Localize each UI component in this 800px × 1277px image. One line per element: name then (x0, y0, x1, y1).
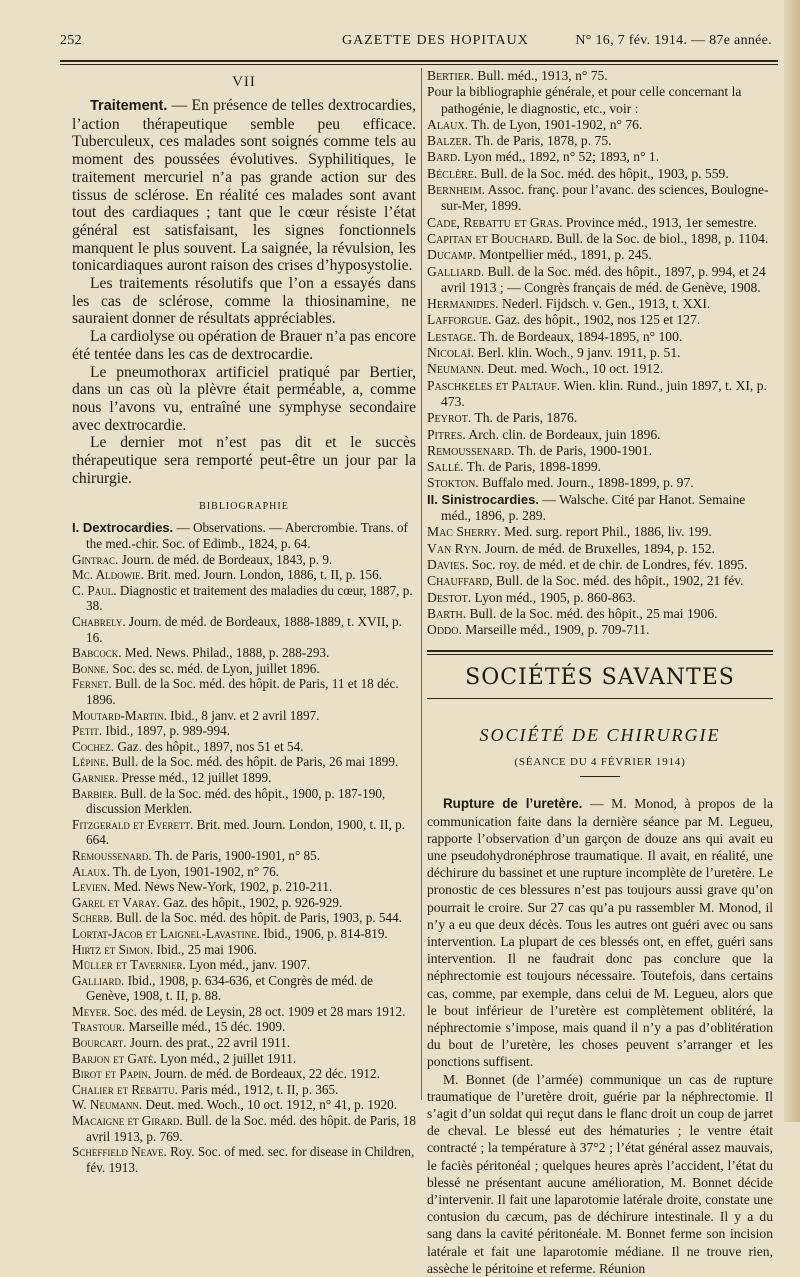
reference-text: Med. surg. report Phil., 1886, liv. 199. (500, 524, 712, 540)
reference-entry (72, 817, 416, 848)
reference-entry (427, 378, 773, 411)
reference-author: C. Paul. (72, 582, 117, 598)
reference-entry (427, 84, 773, 117)
reference-text: Th. de Paris, 1898-1899. (463, 459, 602, 475)
reference-entry (427, 361, 773, 377)
reference-entry (427, 541, 773, 557)
reference-author: Hermanides. (427, 296, 499, 312)
reference-entry (72, 1144, 416, 1175)
paragraph (427, 1071, 773, 1277)
reference-entry (427, 149, 773, 165)
reference-entry (72, 520, 416, 551)
paragraph (72, 434, 416, 487)
reference-text: Berl. klin. Woch., 9 janv. 1911, p. 51. (474, 345, 681, 361)
reference-text: Lyon méd., 1892, n° 52; 1893, n° 1. (460, 149, 660, 165)
reference-entry (427, 247, 773, 263)
reference-author: Bard. (427, 149, 461, 165)
reference-entry (427, 296, 773, 312)
reference-author: Müller et Tavernier. (72, 957, 186, 973)
reference-text: — Observations. — Abercrombie. Trans. of the med.-chir. Soc. of Edimb., 1824, p. 64. (86, 520, 408, 552)
header-rule-thick (60, 60, 778, 62)
reference-text: Lyon méd., 2 juillet 1911. (156, 1050, 297, 1066)
reference-entry (427, 166, 773, 182)
reference-author: Chabrely. (72, 614, 126, 630)
reference-text: Med. News. Philad., 1888, p. 288-293. (121, 645, 330, 661)
reference-author: Trastour. (72, 1019, 126, 1035)
reference-text: Th. de Paris, 1900-1901, n° 85. (151, 847, 321, 863)
reference-author: Babcock. (72, 645, 122, 661)
paragraph-text: — M. Monod, à propos de la communication faite dans la dernière séance par M. Legueu, rapporte l’observation d’un garçon de douze ans qui avait eu une pseudohydronéphrose traumatique. Il avait, en réalité, une déchirure du bassinet et une rupture incomplète de l’uretère. Le pronostic de ces blessures n’est pas toujours aussi grave qu’on pourrait le croire. Sur 27 cas qu’a pu rassembler M. Monod, il n’y a eu que deux décès. Tous les autres ont guéri avec ou sans intervention. La plupart de ces blessés ont, en effet, guéri sans intervention. Il ne faudrait donc pas conclure que la néphrectomie est toujours nécessaire. Toutefois, dans certains cas, comme, par exemple, dans celui de M. Legueu, alors que le bout inférieur de l’uretère est complètement oblitéré, la néphrectomie s’impose, mais quand il n’y a pas d’oblitération du bout de l’uretère, les choses peuvent s’arranger et les ponctions suffisent. (427, 796, 773, 1070)
right-column (427, 68, 773, 1277)
paragraph (427, 795, 773, 1070)
reference-author: Paschkeles et Paltauf. (427, 377, 561, 393)
reference-text: Bull. de la Soc. méd. des hôpit. de Paris, 1903, p. 544. (112, 910, 403, 926)
reference-entry (427, 492, 773, 525)
reference-author: Alaux. (72, 863, 110, 879)
reference-entry (427, 231, 773, 247)
reference-author: Garel et Varay. (72, 894, 160, 910)
reference-author: Cade, Rebattu et Gras. (427, 214, 563, 230)
reference-author: Scherb. (72, 910, 113, 926)
reference-entry (427, 606, 773, 622)
reference-entry (72, 942, 416, 958)
reference-entry (72, 1082, 416, 1098)
reference-author: Galliard. (427, 263, 485, 279)
reference-text: Th. de Lyon, 1901-1902, n° 76. (468, 116, 643, 132)
reference-entry (427, 443, 773, 459)
reference-text: Th. de Paris, 1900-1901. (514, 442, 653, 458)
paragraph-text: — En présence de telles dextrocardies, l’action thérapeutique semble peu efficace. Tuberculeux, ces malades sont soignés comme tels au moment des poussées évolutives. Syphilitiques, le traitement mercuriel n’a pas grande action sur des tissus de sclérose. En réalité ces malades sont avant tout des cardiaques ; tant que le cœur résiste l’état général est satisfaisant, les signes fonctionnels manquent le plus souvent. La saignée, la révulsion, les tonicardiaques auront raison des crises d’hyposystolie. (72, 97, 416, 275)
reference-author: Béclère. (427, 165, 478, 181)
reference-entry (72, 708, 416, 724)
reference-author: Bernheim. (427, 182, 486, 198)
reference-entry (72, 1113, 416, 1144)
treatment-text (72, 97, 416, 487)
reference-text: Th. de Paris, 1878, p. 75. (471, 133, 612, 149)
paragraph (72, 328, 416, 363)
reference-entry (427, 590, 773, 606)
paragraph-text: Le pneumothorax artificiel pratiqué par Bertier, dans un cas où la plèvre était perméable, a, comme nous l’avons vu, entraîné une symphyse secondaire avec dextrocardie. (72, 363, 416, 434)
reference-author: Peyrot. (427, 410, 472, 426)
reference-text: Presse méd., 12 juillet 1899. (118, 769, 272, 785)
reference-entry (427, 133, 773, 149)
reference-text: Paris méd., 1912, t. II, p. 365. (177, 1081, 339, 1097)
paragraph (72, 97, 416, 275)
reference-text: Journ. de méd. de Bordeaux, 1843, p. 9. (118, 551, 333, 567)
bibliography-list (72, 520, 416, 1175)
section-rule-thin (427, 654, 773, 655)
reference-text: Marseille méd., 15 déc. 1909. (125, 1019, 286, 1035)
reference-text: Soc. des sc. méd. de Lyon, juillet 1896. (109, 660, 320, 676)
reference-text: — Walsche. Cité par Hanot. Semaine méd., 1896, p. 289. (441, 491, 746, 524)
reference-text: Gaz. des hôpit., 1902, p. 926-929. (159, 894, 343, 910)
reference-author: Birot et Papin. (72, 1066, 152, 1082)
reference-entry (72, 723, 416, 739)
reference-author: Oddo. (427, 622, 462, 638)
reference-entry (72, 957, 416, 973)
reference-text: Lyon méd., 1905, p. 860-863. (471, 589, 636, 605)
reference-entry (427, 182, 773, 215)
paragraph-lead: Rupture de l’uretère. (443, 796, 583, 812)
reference-group-heading: I. Dextrocardies. (72, 520, 174, 536)
reference-entry (72, 973, 416, 1004)
reference-text: Bull. de la Soc. méd. des hôpit., 1897, p. 994, et 24 avril 1913 ; — Congrès français de méd. de Genève, 1908. (441, 263, 766, 295)
reference-author: Alaux. (427, 116, 468, 132)
reference-entry (427, 459, 773, 475)
short-rule (580, 776, 620, 777)
reference-entry (72, 864, 416, 880)
reference-author: Remoussenard. (72, 847, 152, 863)
reference-entry (427, 312, 773, 328)
reference-entry (72, 1066, 416, 1082)
reference-text: Soc. roy. de méd. et de chir. de Londres, fév. 1895. (468, 556, 748, 572)
reference-entry (72, 583, 416, 614)
reference-author: Bourcart. (72, 1035, 127, 1051)
reference-text: Bull. de la Soc. méd. des hôpit., 25 mai 1906. (466, 605, 718, 621)
reference-text: Deut. med. Woch., 10 oct. 1912. (484, 361, 664, 377)
session-date: (SÉANCE DU 4 FÉVRIER 1914) (514, 756, 686, 769)
reference-entry (72, 786, 416, 817)
reference-text: Montpellier méd., 1891, p. 245. (475, 247, 652, 263)
reference-author: Capitan et Bouchard. (427, 230, 553, 246)
issue-info: N° 16, 7 fév. 1914. — 87e année. (575, 33, 772, 48)
reference-entry (72, 661, 416, 677)
reference-text: Journ. de méd. de Bordeaux, 22 déc. 1912. (151, 1066, 380, 1082)
reference-text: Bull. de la Soc. de biol., 1898, p. 1104. (552, 230, 769, 246)
paragraph-text: Les traitements résolutifs que l’on a essayés dans les cas de sclérose, comme la thiosinamine, ne sauraient donner de résultats appréciables. (72, 275, 416, 328)
reference-entry (72, 1035, 416, 1051)
reference-text: Th. de Lyon, 1901-1902, n° 76. (109, 863, 279, 879)
paragraph-text: M. Bonnet (de l’armée) communique un cas de rupture traumatique de l’uretère droit, guérie par la néphrectomie. Il s’agit d’un soldat qui reçut dans le flanc droit un coup de jarret de cheval. Le blessé eut des hématuries ; le ventre était contracté ; la température à 37°2 ; l’état général assez mauvais, le faciès péritonéal ; quelques heures après l’accident, l’état du blessé ne présentant aucune amélioration, M. Bonnet décide d’intervenir. Il fait une laparotomie latérale droite, constate une contusion du cæcum, pas de déchirure intestinale. Il y a du sang dans la cavité péritonéale. M. Bonnet ferme son incision latérale et fait une laparotomie médiane. Il ne trouve rien, assèche le péritoine et referme. Réunion (427, 1071, 773, 1276)
reference-text: Bull. méd., 1913, n° 75. (473, 68, 608, 83)
reference-author: Gintrac. (72, 551, 119, 567)
reference-entry (72, 645, 416, 661)
reference-author: Ducamp. (427, 247, 476, 263)
paragraph-lead: Traitement. (90, 98, 168, 114)
reference-author: Fernet. (72, 676, 112, 692)
reference-text: Soc. des méd. de Leysin, 28 oct. 1909 et 28 mars 1912. (110, 1003, 406, 1019)
reference-entry (72, 552, 416, 568)
reference-text: Province méd., 1913, 1er semestre. (562, 214, 757, 230)
reference-author: Hirtz et Simon. (72, 941, 154, 957)
reference-text: Journ. de méd. de Bruxelles, 1894, p. 152. (481, 540, 715, 556)
reference-entry (427, 215, 773, 231)
reference-entry (72, 879, 416, 895)
reference-text: Brit. med. Journ. London, 1900, t. II, p. 664. (86, 816, 405, 848)
reference-entry (72, 1051, 416, 1067)
reference-author: Pitres. (427, 426, 466, 442)
journal-title: GAZETTE DES HOPITAUX (342, 33, 529, 48)
reference-entry (427, 427, 773, 443)
left-column (72, 68, 416, 1175)
reference-text: Brit. med. Journ. London, 1886, t. II, p. 156. (143, 567, 382, 583)
reference-author: Moutard-Martin. (72, 707, 167, 723)
reference-entry (427, 410, 773, 426)
reference-text: Bull. de la Soc. méd. des hôpit. de Paris, 18 avril 1913, p. 769. (86, 1113, 416, 1144)
reference-author: Petit. (72, 723, 103, 739)
sinistrocardie-bibliography (427, 492, 773, 639)
reference-text: Bull. de la Soc. méd. des hôpit. de Paris, 11 et 18 déc. 1896. (86, 676, 399, 707)
reference-text: Marseille méd., 1909, p. 709-711. (461, 622, 650, 638)
reference-author: Balzer. (427, 133, 472, 149)
reference-text: Arch. clin. de Bordeaux, juin 1896. (465, 426, 661, 442)
reference-author: Lépine. (72, 754, 109, 770)
reference-text: Ibid., 25 mai 1906. (153, 941, 257, 957)
reference-author: Galliard. (72, 972, 125, 988)
reference-author: Stokton. (427, 475, 479, 491)
reference-author: Garnier. (72, 769, 119, 785)
reference-author: Cochez. (72, 738, 115, 754)
reference-text: Th. de Bordeaux, 1894-1895, n° 100. (476, 328, 683, 344)
reference-text: Journ. de méd. de Bordeaux, 1888-1889, t. XVII, p. 16. (86, 614, 402, 645)
reference-author: Barth. (427, 605, 467, 621)
paragraph (72, 364, 416, 435)
reference-entry (72, 754, 416, 770)
reference-text: Med. News New-York, 1902, p. 210-211. (110, 879, 333, 895)
reference-text: Gaz. des hôpit., 1902, nos 125 et 127. (491, 312, 701, 328)
reference-text: Bull. de la Soc. méd. des hôpit., 1900, p. 187-190, discussion Merklen. (86, 785, 386, 817)
reference-text: Th. de Paris, 1876. (471, 410, 578, 426)
reference-entry (427, 117, 773, 133)
reference-text: Ibid., 1906, p. 814-819. (259, 925, 388, 941)
reference-author: Fitzgerald et Everett. (72, 816, 194, 832)
reference-author: Sallé. (427, 459, 464, 475)
reference-entry (427, 345, 773, 361)
reference-entry (72, 910, 416, 926)
running-header (60, 30, 780, 56)
reference-author: Lestage. (427, 328, 477, 344)
reference-entry (72, 567, 416, 583)
reference-entry (72, 676, 416, 707)
reference-entry (72, 1019, 416, 1035)
reference-entry (427, 524, 773, 540)
column-divider (421, 68, 422, 1100)
section-number: VII (232, 74, 256, 90)
reference-author: Bonne. (72, 660, 110, 676)
society-report (427, 795, 773, 1277)
reference-author: Lafforgue. (427, 312, 492, 328)
reference-text: Buffalo med. Journ., 1898-1899, p. 97. (478, 475, 694, 491)
reference-entry (72, 739, 416, 755)
reference-text: Pour la bibliographie générale, et pour celle concernant la pathogénie, le diagnostic, etc., voir : (427, 84, 742, 116)
reference-entry (72, 848, 416, 864)
reference-text: Bull. de la Soc. méd. des hôpit., 1902, 21 fév. (492, 573, 744, 589)
reference-author: Bertier. (427, 68, 474, 83)
reference-text: Wien. klin. Rund., juin 1897, t. XI, p. 473. (441, 377, 767, 409)
section-rule-thick (427, 650, 773, 652)
section-rule-lower (427, 698, 773, 699)
reference-entry (72, 770, 416, 786)
reference-author: Davies. (427, 556, 469, 572)
reference-text: Gaz. des hôpit., 1897, nos 51 et 54. (114, 738, 304, 754)
reference-author: Macaigne et Girard. (72, 1113, 183, 1129)
reference-author: W. Neumann. (72, 1097, 143, 1113)
page-number: 252 (60, 33, 82, 48)
bibliography-heading: BIBLIOGRAPHIE (199, 501, 289, 513)
reference-entry (427, 264, 773, 297)
reference-text: Ibid., 1908, p. 634-636, et Congrès de méd. de Genève, 1908, t. II, p. 88. (86, 972, 374, 1004)
reference-entry (427, 329, 773, 345)
reference-text: Assoc. franç. pour l’avanc. des sciences, Boulogne-sur-Mer, 1899. (441, 182, 769, 214)
reference-entry (72, 1004, 416, 1020)
reference-author: Barjon et Gaté. (72, 1050, 157, 1066)
reference-author: Mc. Aldowie. (72, 567, 144, 583)
reference-entry (427, 68, 773, 84)
reference-author: Chalier et Rebattu. (72, 1081, 178, 1097)
reference-text: Bull. de la Soc. méd. des hôpit. de Paris, 26 mai 1899. (108, 754, 399, 770)
reference-author: Neumann. (427, 361, 485, 377)
page-spine-shadow (784, 0, 800, 1122)
reference-entry (72, 926, 416, 942)
reference-entry (72, 614, 416, 645)
reference-text: Ibid., 8 janv. et 2 avril 1897. (166, 707, 320, 723)
paragraph (72, 275, 416, 328)
reference-group-heading: II. Sinistrocardies. (427, 491, 539, 507)
reference-text: Roy. Soc. of med. sec. for disease in Children, fév. 1913. (86, 1144, 415, 1175)
reference-entry (72, 895, 416, 911)
reference-author: Remoussenard. (427, 442, 515, 458)
reference-entry (427, 557, 773, 573)
reference-entry (72, 1097, 416, 1113)
reference-author: Levien. (72, 879, 111, 895)
reference-text: Lyon méd., janv. 1907. (185, 957, 311, 973)
reference-author: Chauffard, (427, 573, 493, 589)
reference-author: Scheffield Neave. (72, 1144, 167, 1160)
reference-entry (427, 475, 773, 491)
bibliography-list-continued (427, 68, 773, 492)
reference-text: Ibid., 1897, p. 989-994. (102, 723, 230, 739)
paragraph-text: La cardiolyse ou opération de Brauer n’a pas encore été tentée dans les cas de dextrocardie. (72, 328, 416, 363)
reference-author: Van Ryn. (427, 540, 482, 556)
reference-author: Destot. (427, 589, 472, 605)
reference-author: Meyer. (72, 1003, 111, 1019)
paragraph-text: Le dernier mot n’est pas dit et le succès thérapeutique sera remporté peut-être un jour par la chirurgie. (72, 434, 416, 487)
reference-text: Bull. de la Soc. méd. des hôpit., 1903, p. 559. (477, 165, 729, 181)
header-rule-thin (60, 64, 778, 65)
reference-text: Diagnostic et traitement des maladies du cœur, 1887, p. 38. (86, 582, 413, 614)
reference-text: Nederl. Fijdsch. v. Gen., 1913, t. XXI. (498, 296, 711, 312)
reference-author: Lortat-Jacob et Laignel-Lavastine. (72, 925, 260, 941)
reference-entry (427, 622, 773, 638)
societies-heading: SOCIÉTÉS SAVANTES (465, 665, 735, 691)
reference-author: Nicolaï. (427, 345, 475, 361)
society-name: SOCIÉTÉ DE CHIRURGIE (479, 725, 721, 746)
reference-entry (427, 573, 773, 589)
reference-text: Journ. des prat., 22 avril 1911. (126, 1035, 291, 1051)
reference-text: Deut. med. Woch., 10 oct. 1912, n° 41, p. 1920. (142, 1097, 398, 1113)
reference-author: Barbier. (72, 785, 118, 801)
reference-author: Mac Sherry. (427, 524, 501, 540)
